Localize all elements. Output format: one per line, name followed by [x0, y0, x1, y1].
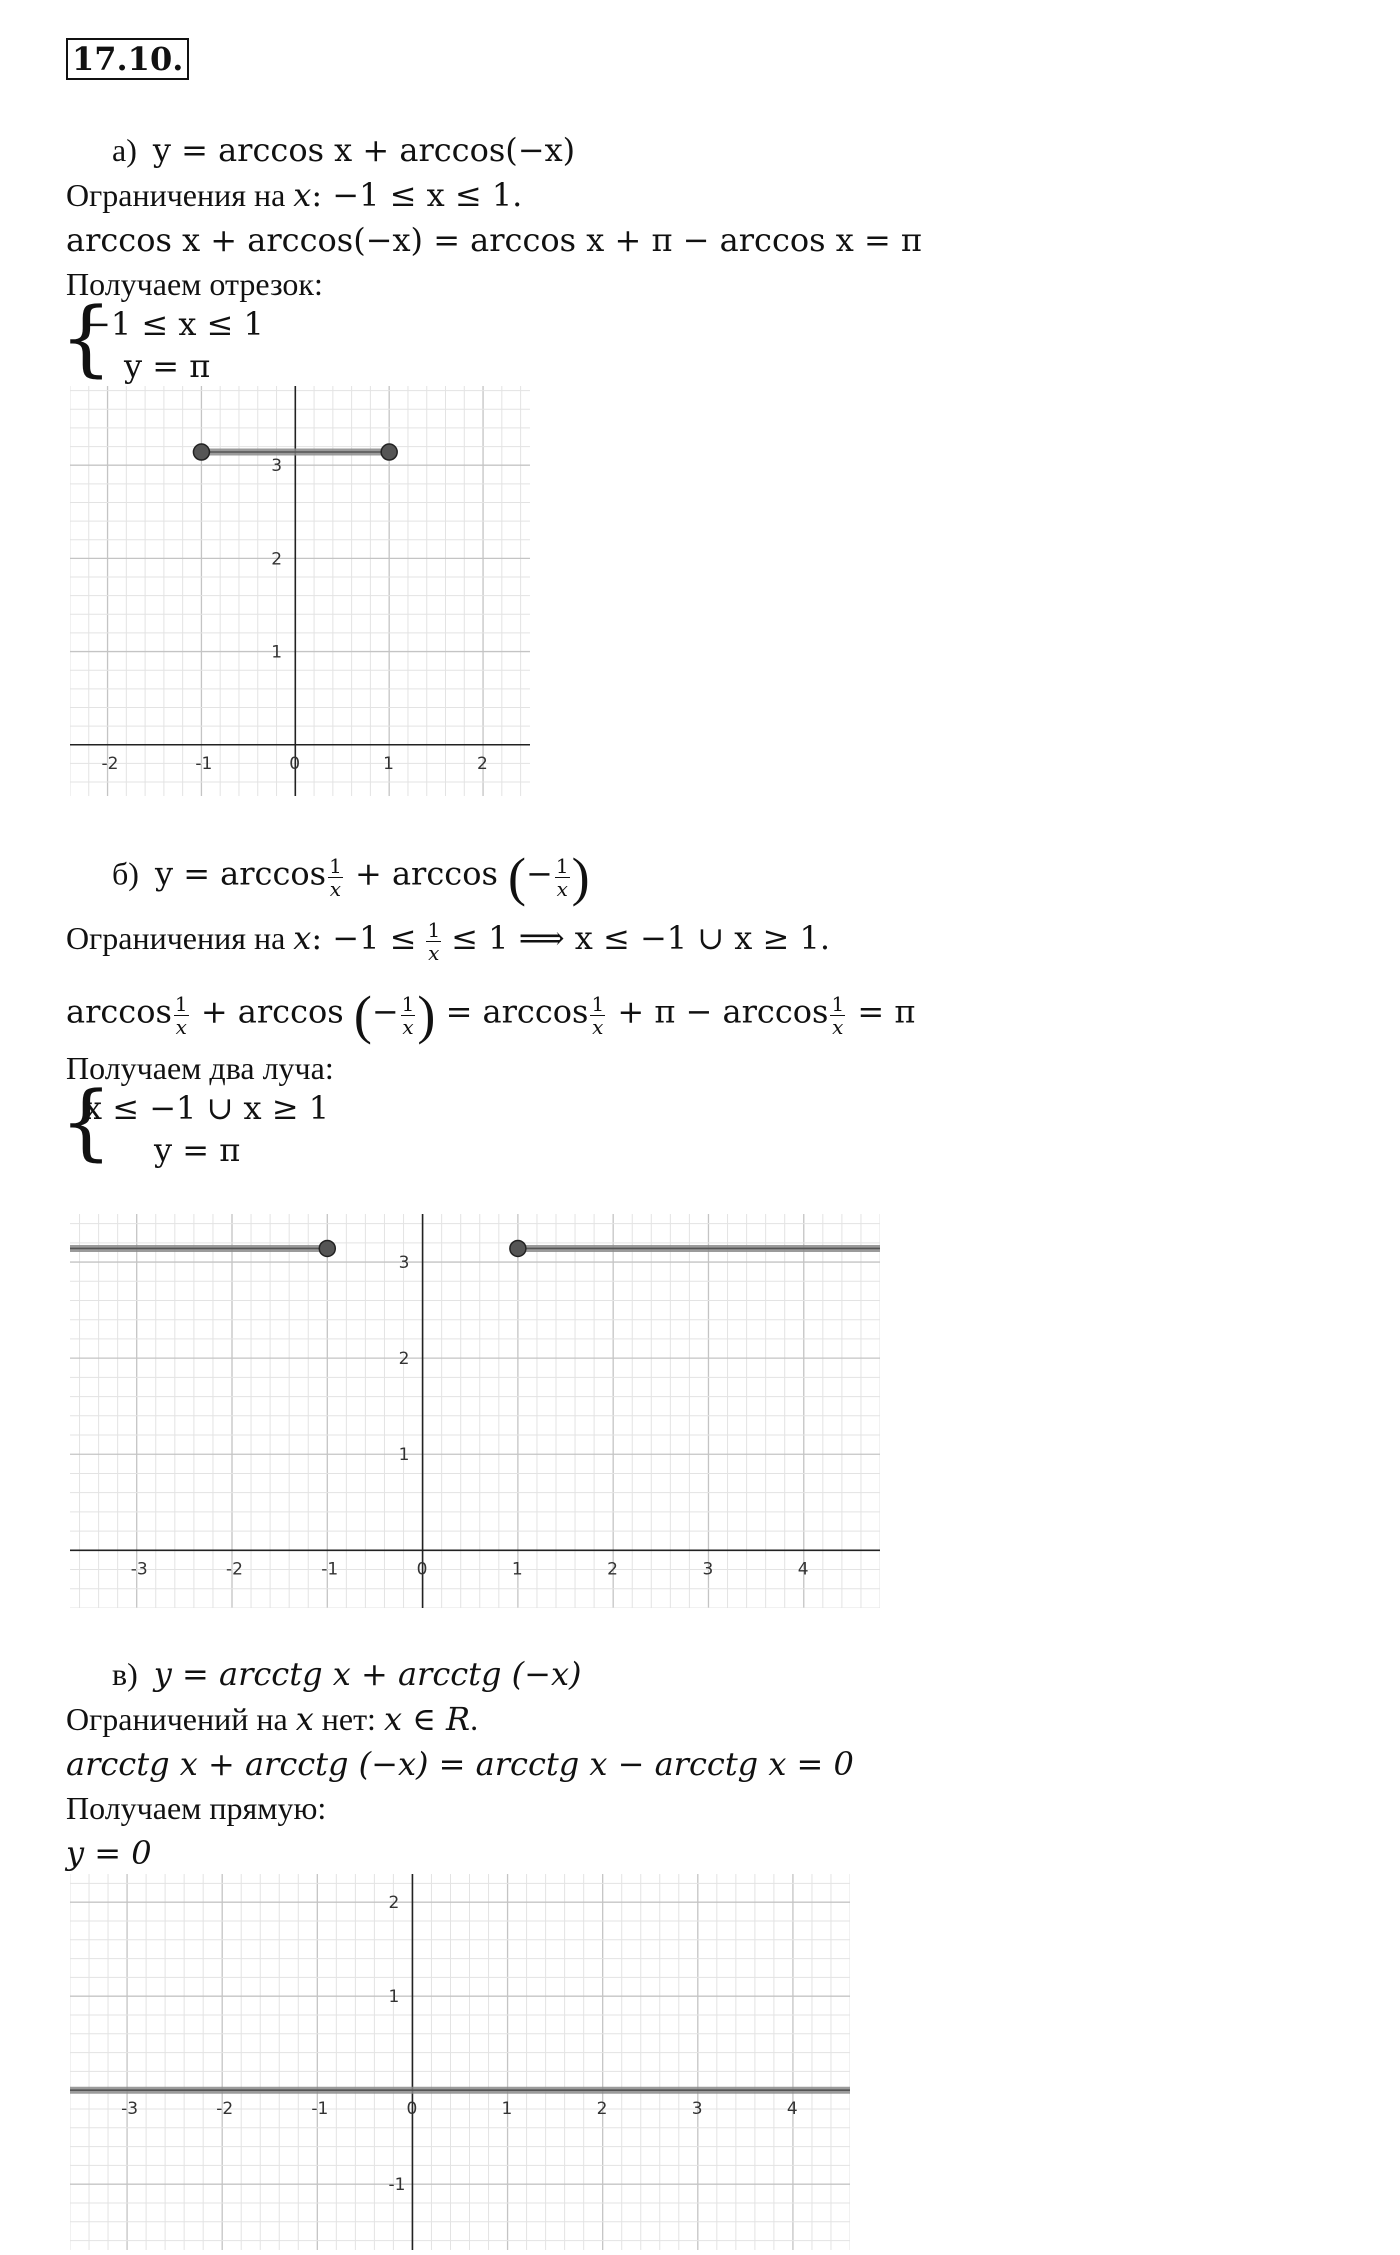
right-paren: ): [417, 985, 436, 1045]
x-tick-label: 4: [797, 1559, 809, 1580]
x-tick-label: -2: [101, 753, 119, 774]
y-tick-label: -1: [388, 2175, 406, 2196]
part-c-simplification: arcctg x + arcctg (−x) = arcctg x − arcctg x = 0: [66, 1745, 854, 1783]
x-tick-label: 1: [501, 2099, 513, 2120]
graph-b: [70, 1214, 880, 1608]
part-a-letter: а): [112, 132, 137, 168]
part-a-function: y = arccos x + arccos(−x): [152, 131, 576, 169]
x-tick-label: -1: [195, 753, 213, 774]
part-b-restriction-var: x: [293, 919, 312, 957]
frac-denominator: x: [832, 1014, 844, 1039]
x-tick-label: 2: [596, 2099, 608, 2120]
simp-result: = π: [847, 992, 916, 1031]
x-tick-label: -1: [311, 2099, 329, 2120]
x-tick-label: 2: [477, 753, 488, 774]
grid: [70, 1214, 880, 1608]
simp-plus-pi: + π − arccos: [607, 992, 829, 1031]
part-c-restriction-label: Ограничений на: [66, 1701, 288, 1737]
part-b-func-frac: [328, 855, 343, 900]
part-c-function: y = arcctg x + arcctg (−x): [153, 1655, 582, 1693]
x-tick-label: 0: [289, 753, 301, 774]
frac-denominator: x: [175, 1014, 187, 1039]
part-a-restriction: [66, 175, 522, 215]
part-a-simplification: arccos x + arccos(−x) = arccos x + π − arccos x = π: [66, 221, 922, 259]
graph-c: [70, 1874, 850, 2250]
part-b-restriction: [66, 918, 830, 964]
x-tick-label: 2: [607, 1559, 619, 1580]
part-c-letter: в): [112, 1656, 138, 1692]
grid: [70, 1874, 850, 2250]
x-tick-label: 0: [406, 2099, 418, 2120]
x-tick-label: 3: [702, 1559, 714, 1580]
endpoint-marker: [193, 444, 209, 460]
part-b-restriction-pre: : −1 ≤: [311, 919, 417, 957]
x-tick-label: -3: [121, 2099, 139, 2120]
part-b-simplification: [66, 985, 916, 1045]
part-b-result-text: Получаем два луча:: [66, 1050, 334, 1086]
part-b-system-brace: {: [60, 1075, 113, 1170]
part-b-system-line2: y = π: [154, 1131, 241, 1169]
x-tick-label: 3: [691, 2099, 703, 2120]
frac-numerator: 1: [174, 991, 188, 1016]
left-paren: (: [508, 847, 527, 907]
frac-numerator: 1: [329, 853, 342, 878]
part-c-heading: [112, 1654, 582, 1694]
part-c-restriction: [66, 1699, 478, 1739]
part-c-restriction-mid: нет:: [313, 1701, 384, 1737]
part-c-restriction-var: x: [295, 1700, 314, 1738]
part-b-func-prefix: y = arccos: [154, 854, 327, 893]
frac-numerator: 1: [401, 991, 415, 1016]
graph-a: [70, 386, 530, 796]
y-tick-label: 1: [388, 1987, 400, 2008]
simp-frac-2: [401, 993, 416, 1038]
simp-frac-1: [174, 993, 189, 1038]
simp-plus-arccos: + arccos: [190, 992, 354, 1031]
part-b-func-frac-neg: [555, 855, 570, 900]
part-c-result-eq: y = 0: [66, 1834, 152, 1872]
y-tick-label: 3: [398, 1253, 410, 1274]
part-b-restriction-label: Ограничения на: [66, 920, 286, 956]
y-tick-label: 1: [271, 642, 283, 663]
part-b-letter: б): [112, 855, 139, 892]
part-a-system-line1: −1 ≤ x ≤ 1: [84, 305, 264, 343]
x-tick-label: 0: [416, 1559, 428, 1580]
x-tick-label: -3: [130, 1559, 148, 1580]
x-tick-label: 4: [786, 2099, 798, 2120]
part-c-restriction-end: .: [470, 1701, 479, 1737]
x-tick-label: -2: [226, 1559, 243, 1580]
y-tick-label: 2: [388, 1893, 400, 1914]
frac-numerator: 1: [555, 853, 569, 878]
minus-sign: −: [371, 992, 399, 1031]
simp-arccos-1: arccos: [66, 992, 172, 1031]
problem-number: 17.10.: [66, 38, 189, 80]
part-b-heading: [112, 847, 590, 907]
endpoint-marker: [381, 444, 397, 460]
part-a-restriction-label: Ограничения на: [66, 177, 286, 213]
grid: [70, 386, 530, 796]
left-paren: (: [353, 985, 372, 1045]
simp-frac-4: [830, 993, 845, 1038]
part-a-result-text: Получаем отрезок:: [66, 266, 323, 302]
simp-frac-3: [590, 993, 605, 1038]
frac-numerator: 1: [831, 991, 845, 1016]
part-a-restriction-cond: : −1 ≤ x ≤ 1.: [311, 176, 523, 214]
frac-denominator: x: [592, 1014, 604, 1039]
part-a-system-brace: {: [60, 291, 113, 386]
x-tick-label: 1: [511, 1559, 523, 1580]
y-tick-label: 3: [271, 456, 283, 477]
frac-denominator: x: [556, 876, 568, 901]
part-a-heading: [112, 130, 575, 170]
part-a-restriction-var: x: [293, 176, 312, 214]
frac-denominator: x: [402, 1014, 414, 1039]
endpoint-marker: [319, 1240, 335, 1256]
y-tick-label: 2: [271, 549, 283, 570]
part-b-func-mid: + arccos: [344, 854, 509, 893]
x-tick-label: -2: [216, 2099, 234, 2120]
part-b-restriction-post: ≤ 1 ⟹ x ≤ −1 ∪ x ≥ 1.: [451, 919, 830, 957]
part-c-result-text: Получаем прямую:: [66, 1790, 327, 1826]
minus-sign: −: [526, 854, 553, 893]
simp-equals-arccos: = arccos: [435, 992, 589, 1031]
x-tick-label: -1: [321, 1559, 339, 1580]
y-tick-label: 1: [398, 1445, 410, 1466]
part-b-system-line1: x ≤ −1 ∪ x ≥ 1: [84, 1089, 330, 1127]
part-a-system-line2: y = π: [124, 347, 211, 385]
y-tick-label: 2: [398, 1349, 410, 1370]
x-tick-label: 1: [383, 753, 395, 774]
frac-denominator: x: [329, 876, 342, 901]
right-paren: ): [571, 847, 590, 907]
frac-denominator: x: [428, 941, 440, 966]
frac-numerator: 1: [427, 918, 441, 943]
part-b-restriction-frac: [426, 919, 441, 964]
frac-numerator: 1: [591, 991, 605, 1016]
part-c-restriction-set: x ∈ R: [383, 1700, 471, 1738]
endpoint-marker: [510, 1240, 526, 1256]
